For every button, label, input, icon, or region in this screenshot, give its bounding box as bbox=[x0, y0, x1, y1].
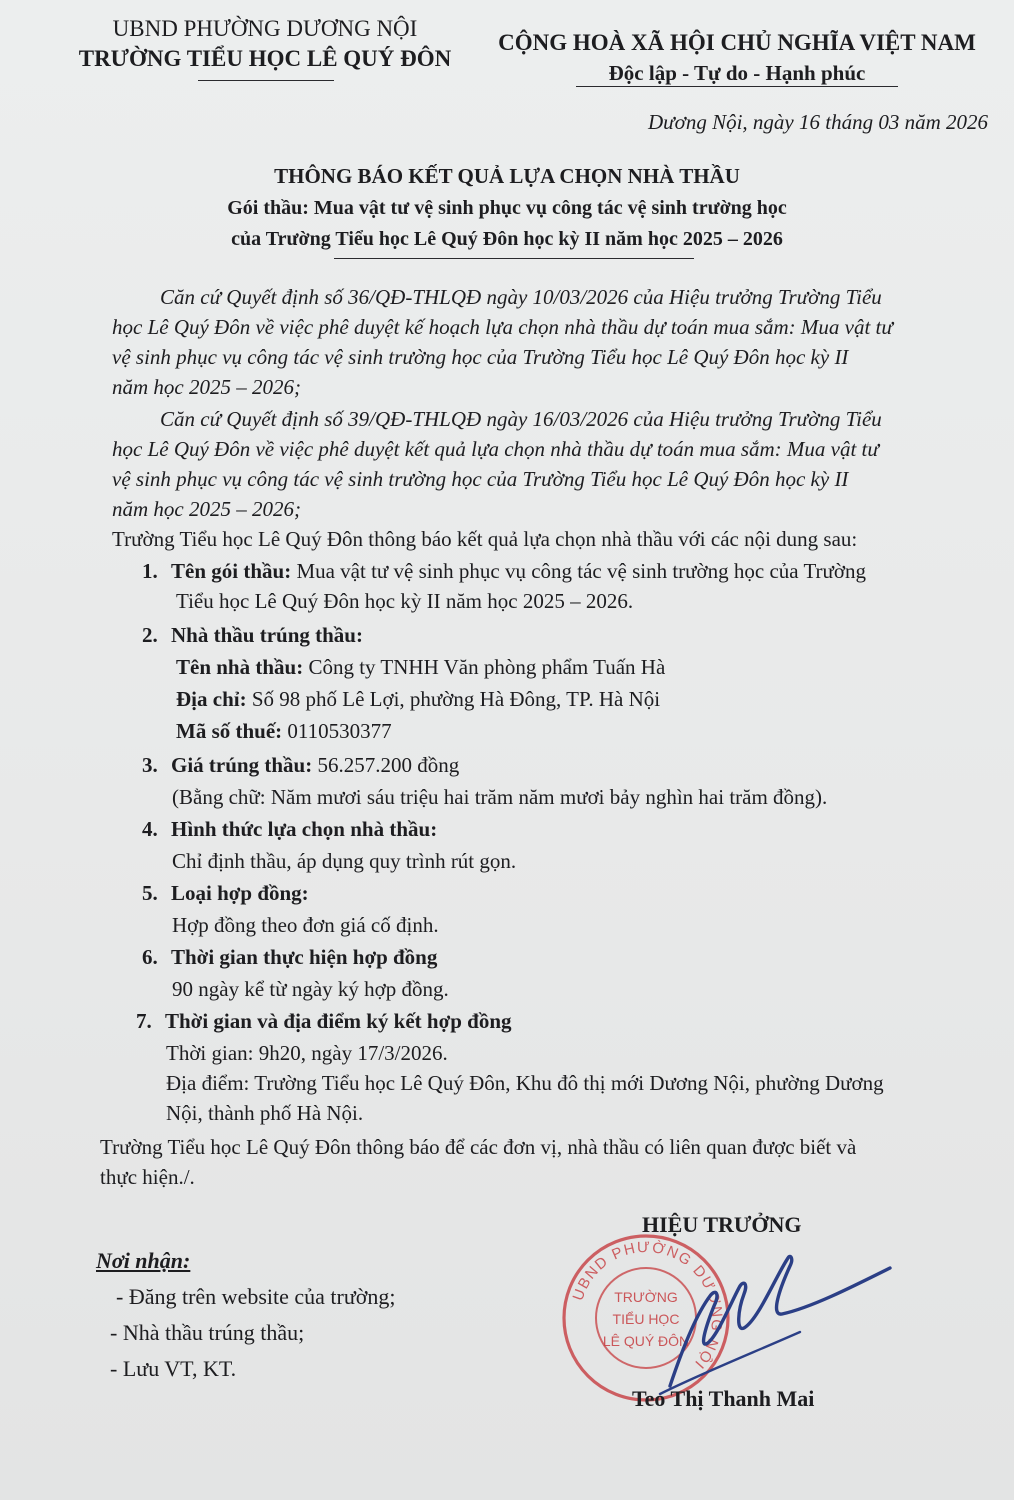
contractor-name: Công ty TNHH Văn phòng phẩm Tuấn Hà bbox=[303, 655, 666, 679]
contractor-address-row bbox=[176, 684, 660, 715]
item-3-number: 3. bbox=[142, 753, 158, 777]
issuer-underline bbox=[198, 80, 334, 81]
item-5-number: 5. bbox=[142, 881, 158, 905]
item-1-label: Tên gói thầu: bbox=[171, 559, 292, 583]
basis-1-line-3: vệ sinh phục vụ công tác vệ sinh trường học của Trường Tiểu học Lê Quý Đôn học kỳ II bbox=[112, 345, 849, 369]
basis-2-line-1: Căn cứ Quyết định số 39/QĐ-THLQĐ ngày 16/03/2026 của Hiệu trưởng Trường Tiểu bbox=[160, 407, 882, 431]
signatory-name: Teo Thị Thanh Mai bbox=[632, 1386, 815, 1411]
motto-underline bbox=[576, 86, 898, 87]
item-5-label: Loại hợp đồng: bbox=[171, 881, 309, 905]
item-7-label: Thời gian và địa điểm ký kết hợp đồng bbox=[165, 1009, 512, 1033]
item-3 bbox=[142, 750, 459, 781]
title-underline bbox=[334, 258, 694, 259]
item-4-number: 4. bbox=[142, 817, 158, 841]
price-in-words: (Bằng chữ: Năm mươi sáu triệu hai trăm năm mươi bảy nghìn hai trăm đồng). bbox=[172, 785, 828, 809]
basis-1-line-1: Căn cứ Quyết định số 36/QĐ-THLQĐ ngày 10/03/2026 của Hiệu trưởng Trường Tiểu bbox=[160, 285, 882, 309]
contractor-name-label: Tên nhà thầu: bbox=[176, 655, 304, 679]
package-subtitle-1: Gói thầu: Mua vật tư vệ sinh phục vụ công tác vệ sinh trường học bbox=[227, 197, 787, 219]
signing-place-cont: Nội, thành phố Hà Nội. bbox=[166, 1101, 364, 1125]
basis-2-line-4: năm học 2025 – 2026; bbox=[112, 497, 301, 521]
item-6 bbox=[142, 942, 437, 973]
item-2-label: Nhà thầu trúng thầu: bbox=[171, 623, 363, 647]
date-line: Dương Nội, ngày 16 tháng 03 năm 2026 bbox=[648, 110, 988, 134]
contractor-tax-label: Mã số thuế: bbox=[176, 719, 283, 743]
svg-text:LÊ QUÝ ĐÔN: LÊ QUÝ ĐÔN bbox=[602, 1333, 690, 1349]
basis-1-line-4: năm học 2025 – 2026; bbox=[112, 375, 301, 399]
signing-time: Thời gian: 9h20, ngày 17/3/2026. bbox=[166, 1041, 448, 1065]
item-6-label: Thời gian thực hiện hợp đồng bbox=[171, 945, 438, 969]
issuer-school: TRƯỜNG TIỂU HỌC LÊ QUÝ ĐÔN bbox=[78, 46, 452, 71]
contractor-name-row bbox=[176, 652, 665, 683]
basis-2-line-3: vệ sinh phục vụ công tác vệ sinh trường học của Trường Tiểu học Lê Quý Đôn học kỳ II bbox=[112, 467, 849, 491]
item-1-number: 1. bbox=[142, 559, 158, 583]
item-5 bbox=[142, 878, 309, 909]
svg-text:TIỂU HỌC: TIỂU HỌC bbox=[612, 1311, 680, 1327]
package-subtitle-2: của Trường Tiểu học Lê Quý Đôn học kỳ II năm học 2025 – 2026 bbox=[231, 228, 783, 250]
item-1 bbox=[142, 556, 866, 587]
national-motto: Độc lập - Tự do - Hạnh phúc bbox=[608, 61, 866, 85]
recipients-heading: Nơi nhận: bbox=[96, 1248, 191, 1273]
closing-line-2: thực hiện./. bbox=[100, 1165, 195, 1189]
contractor-address-label: Địa chỉ: bbox=[176, 687, 247, 711]
issuer-block bbox=[30, 14, 500, 74]
signing-place: Địa điểm: Trường Tiểu học Lê Quý Đôn, Khu đô thị mới Dương Nội, phường Dương bbox=[166, 1071, 884, 1095]
recipient-2: - Nhà thầu trúng thầu; bbox=[110, 1320, 305, 1345]
item-7-number: 7. bbox=[136, 1009, 152, 1033]
item-5-cont: Hợp đồng theo đơn giá cố định. bbox=[172, 913, 439, 937]
contractor-tax-code: 0110530377 bbox=[282, 719, 392, 743]
winning-price: 56.257.200 đồng bbox=[312, 753, 460, 777]
item-2-number: 2. bbox=[142, 623, 158, 647]
item-4-label: Hình thức lựa chọn nhà thầu: bbox=[171, 817, 438, 841]
item-6-number: 6. bbox=[142, 945, 158, 969]
svg-text:TRƯỜNG: TRƯỜNG bbox=[614, 1289, 678, 1305]
signatory-title: HIỆU TRƯỞNG bbox=[642, 1212, 802, 1237]
item-1-cont: Tiểu học Lê Quý Đôn học kỳ II năm học 2025 – 2026. bbox=[176, 589, 634, 613]
contractor-address: Số 98 phố Lê Lợi, phường Hà Đông, TP. Hà Nội bbox=[246, 687, 661, 711]
item-1-text: Mua vật tư vệ sinh phục vụ công tác vệ sinh trường học của Trường bbox=[291, 559, 867, 583]
item-7 bbox=[136, 1006, 512, 1037]
closing-line-1: Trường Tiểu học Lê Quý Đôn thông báo để các đơn vị, nhà thầu có liên quan được biết và bbox=[100, 1135, 857, 1159]
recipient-1: - Đăng trên website của trường; bbox=[116, 1284, 396, 1309]
item-4-cont: Chỉ định thầu, áp dụng quy trình rút gọn. bbox=[172, 849, 517, 873]
issuer-authority: UBND PHƯỜNG DƯƠNG NỘI bbox=[112, 16, 418, 41]
basis-1-line-2: học Lê Quý Đôn về việc phê duyệt kế hoạch lựa chọn nhà thầu dự toán mua sắm: Mua vật tư bbox=[112, 315, 893, 339]
national-header bbox=[462, 28, 1012, 88]
intro-line: Trường Tiểu học Lê Quý Đôn thông báo kết quả lựa chọn nhà thầu với các nội dung sau: bbox=[112, 527, 858, 551]
recipient-3: - Lưu VT, KT. bbox=[110, 1356, 237, 1381]
nation-name: CỘNG HOÀ XÃ HỘI CHỦ NGHĨA VIỆT NAM bbox=[498, 30, 976, 55]
item-2 bbox=[142, 620, 363, 651]
item-3-label: Giá trúng thầu: bbox=[171, 753, 313, 777]
item-6-cont: 90 ngày kể từ ngày ký hợp đồng. bbox=[172, 977, 449, 1001]
contractor-tax-row bbox=[176, 716, 392, 747]
svg-text:UBND PHƯỜNG DƯƠNG NỘI: UBND PHƯỜNG DƯƠNG NỘI bbox=[569, 1238, 726, 1373]
document-title: THÔNG BÁO KẾT QUẢ LỰA CHỌN NHÀ THẦU bbox=[274, 164, 740, 188]
basis-2-line-2: học Lê Quý Đôn về việc phê duyệt kết quả lựa chọn nhà thầu dự toán mua sắm: Mua vật tư bbox=[112, 437, 879, 461]
item-4 bbox=[142, 814, 437, 845]
